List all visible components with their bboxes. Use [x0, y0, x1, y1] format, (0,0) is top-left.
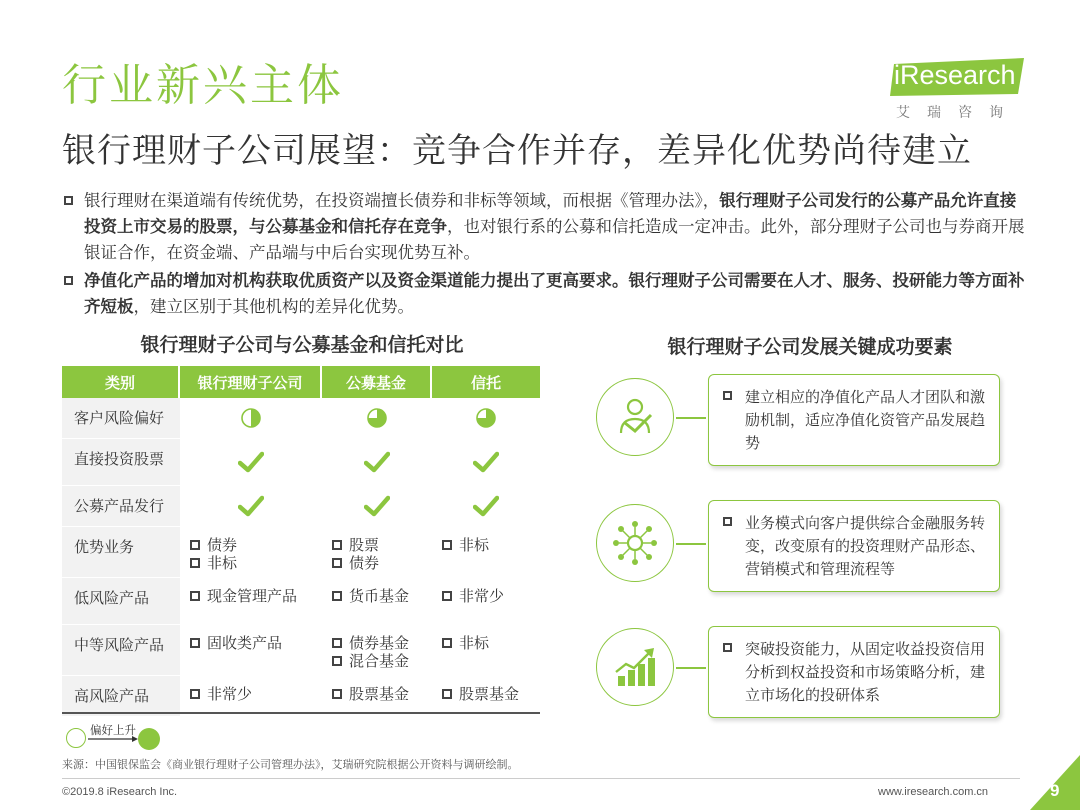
table-row: [62, 527, 540, 578]
check-icon: [180, 439, 322, 485]
bullet-square-icon: [442, 689, 452, 699]
network-icon: [596, 504, 674, 582]
bullet-list: [62, 188, 1030, 322]
bullet-1-text-b: 银行理财子公司发行的公募产品允许直接投资上市交易的股票，与公募基金和信托存在竞争: [84, 191, 1017, 236]
bullet-square-icon: [332, 689, 342, 699]
cell-item: [190, 554, 322, 572]
bullet-1-text-a: 银行理财在渠道端有传统优势，在投资端擅长债券和非标等领域，而根据《管理办法》，: [84, 191, 720, 210]
table-title: 银行理财子公司与公募基金和信托对比: [140, 334, 464, 356]
cell-list: [432, 625, 540, 675]
cell-item: [442, 634, 540, 652]
legend-label: 偏好上升: [90, 723, 136, 737]
cell-item: [442, 685, 540, 703]
growth-chart-icon: [596, 628, 674, 706]
cell-item: [190, 587, 322, 605]
bullet-square-icon: [190, 689, 200, 699]
factor-box-2: [708, 500, 1000, 592]
preference-pie-icon: [432, 398, 540, 438]
bullet-square-icon: [332, 638, 342, 648]
cell-item-text: 货币基金: [349, 587, 410, 605]
cell-item: [332, 554, 432, 572]
check-icon: [432, 439, 540, 485]
cell-item: [332, 685, 432, 703]
bullet-2-text-b: 净值化产品的增加对机构获取优质资产以及资金渠道能力提出了更高要求。银行理财子公司需要在人才、服务、投研能力等方面补齐短板: [84, 271, 1025, 316]
table-row: [62, 398, 540, 439]
factors-title: 银行理财子公司发展关键成功要素: [667, 336, 953, 358]
factor-box-1: [708, 374, 1000, 466]
cell-item-text: 股票基金: [459, 685, 520, 703]
cell-list: [322, 676, 432, 716]
check-icon: [180, 486, 322, 526]
factor-2-text: 业务模式向客户提供综合金融服务转变，改变原有的投资理财产品形态、营销模式和管理流程等: [745, 514, 986, 578]
bullet-square-icon: [723, 517, 732, 526]
row-label: 公募产品发行: [62, 486, 180, 526]
bullet-square-icon: [190, 638, 200, 648]
page-number: 9: [1050, 781, 1060, 800]
table-body: [62, 398, 540, 717]
cell-item-text: 非常少: [207, 685, 253, 703]
bullet-square-icon: [442, 591, 452, 601]
row-label: 优势业务: [62, 527, 180, 577]
header-category: 类别: [62, 366, 180, 398]
cell-list: [322, 625, 432, 675]
section-title: 行业新兴主体: [62, 60, 344, 111]
bullet-square-icon: [190, 591, 200, 601]
source-note: 来源：中国银保监会《商业银行理财子公司管理办法》，艾瑞研究院根据公开资料与调研绘制。: [62, 758, 519, 771]
bullet-square-icon: [190, 540, 200, 550]
cell-item: [442, 587, 540, 605]
bullet-square-icon: [332, 540, 342, 550]
row-label: 直接投资股票: [62, 439, 180, 485]
cell-item-text: 债券: [349, 554, 380, 572]
logo-chinese: 艾瑞咨询: [896, 105, 1020, 121]
table-row: [62, 578, 540, 625]
cell-list: [180, 578, 322, 624]
cell-item-text: 固收类产品: [207, 634, 283, 652]
connector-2: [676, 543, 706, 545]
website-link[interactable]: www.iresearch.com.cn: [878, 786, 989, 798]
bullet-square-icon: [442, 638, 452, 648]
factor-box-3: [708, 626, 1000, 718]
bullet-square-icon: [64, 276, 73, 285]
cell-list: [432, 578, 540, 624]
bullet-square-icon: [332, 591, 342, 601]
cell-item-text: 股票: [349, 536, 380, 554]
cell-item-text: 混合基金: [349, 652, 410, 670]
cell-list: [180, 676, 322, 716]
connector-1: [676, 417, 706, 419]
header-bank-wm: 银行理财子公司: [180, 366, 322, 398]
cell-item-text: 非标: [207, 554, 238, 572]
logo-i: i: [894, 60, 900, 90]
table-row: [62, 486, 540, 527]
talent-icon: [596, 378, 674, 456]
cell-item-text: 非标: [459, 634, 490, 652]
cell-item: [332, 652, 432, 670]
row-label: 低风险产品: [62, 578, 180, 624]
factor-1-text: 建立相应的净值化产品人才团队和激励机制，适应净值化资管产品发展趋势: [745, 388, 986, 452]
table-row: [62, 439, 540, 486]
cell-item-text: 债券: [207, 536, 238, 554]
bullet-1: [62, 188, 1030, 266]
check-icon: [322, 486, 432, 526]
table-bottom-rule: [62, 712, 540, 714]
check-icon: [322, 439, 432, 485]
bullet-1-text-c: ，也对银行系的公募和信托造成一定冲击。此外，部分理财子公司也与券商开展银证合作，在资金端、产品端与中后台实现优势互补。: [84, 217, 1025, 262]
preference-pie-icon: [322, 398, 432, 438]
cell-list: [432, 527, 540, 577]
cell-item: [332, 536, 432, 554]
bullet-2: [62, 268, 1030, 320]
cell-list: [180, 625, 322, 675]
cell-item: [332, 634, 432, 652]
bullet-square-icon: [64, 196, 73, 205]
bullet-square-icon: [332, 558, 342, 568]
row-label: 客户风险偏好: [62, 398, 180, 438]
row-label: 中等风险产品: [62, 625, 180, 675]
bullet-square-icon: [723, 391, 732, 400]
legend-full-circle-icon: [138, 728, 160, 750]
table-row: [62, 625, 540, 676]
bullet-square-icon: [442, 540, 452, 550]
connector-3: [676, 667, 706, 669]
cell-item-text: 现金管理产品: [207, 587, 298, 605]
cell-item-text: 股票基金: [349, 685, 410, 703]
preference-pie-icon: [180, 398, 322, 438]
factor-3-text: 突破投资能力，从固定收益投资信用分析到权益投资和市场策略分析，建立市场化的投研体系: [745, 640, 986, 704]
comparison-table: [62, 366, 540, 717]
footer-divider: [62, 778, 1020, 779]
cell-list: [432, 676, 540, 716]
cell-list: [180, 527, 322, 577]
check-icon: [432, 486, 540, 526]
row-label: 高风险产品: [62, 676, 180, 716]
legend-empty-circle-icon: [66, 728, 86, 748]
page-title: 银行理财子公司展望：竞争合作并存，差异化优势尚待建立: [62, 131, 972, 171]
bullet-square-icon: [723, 643, 732, 652]
cell-item: [332, 587, 432, 605]
cell-item-text: 债券基金: [349, 634, 410, 652]
cell-list: [322, 578, 432, 624]
table-row: [62, 676, 540, 717]
cell-item-text: 非常少: [459, 587, 505, 605]
iresearch-logo: [890, 56, 1030, 122]
cell-item: [190, 634, 322, 652]
header-trust: 信托: [470, 373, 501, 392]
copyright: ©2019.8 iResearch Inc.: [62, 786, 178, 798]
header-public-fund: 公募基金: [322, 366, 432, 398]
cell-item: [190, 685, 322, 703]
bullet-square-icon: [332, 656, 342, 666]
cell-item: [442, 536, 540, 554]
bullet-square-icon: [190, 558, 200, 568]
bullet-2-text-c: ，建立区别于其他机构的差异化优势。: [133, 297, 414, 316]
cell-list: [322, 527, 432, 577]
cell-item: [190, 536, 322, 554]
table-header: [62, 366, 540, 398]
cell-item-text: 非标: [459, 536, 490, 554]
logo-research: Research: [900, 60, 1016, 90]
